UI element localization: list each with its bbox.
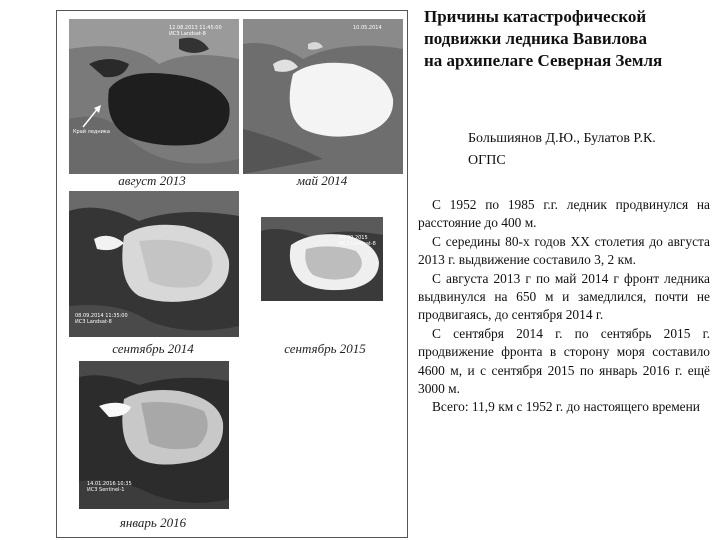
authors-block — [468, 128, 656, 172]
title-line-2: подвижки ледника Вавилова — [424, 29, 647, 48]
caption-sep-2015: сентябрь 2015 — [284, 341, 366, 356]
title-line-3: на архипелаге Северная Земля — [424, 51, 663, 70]
caption-sep-2014: сентябрь 2014 — [112, 341, 194, 356]
caption-jan-2016: январь 2016 — [119, 515, 187, 530]
page-title — [424, 6, 714, 72]
caption-may-2014: май 2014 — [296, 173, 348, 188]
satellite-image-sep-2015 — [261, 217, 383, 301]
overlay-may2014-date: 10.05.2014 — [353, 25, 382, 31]
overlay-sep2014-sat: ИСЗ Landsat-8 — [75, 319, 112, 325]
overlay-sep2014-date: 08.09.2014 11:35:00 — [75, 313, 128, 319]
body-paragraph: С сентября 2014 г. по сентябрь 2015 г. продвижение фронта в сторону моря составило 4600 м, и с сентября 2015 по январь 2016 г. ещё 3000 м. — [418, 325, 710, 397]
body-text — [418, 196, 710, 417]
glacier-edge-arrow — [81, 103, 105, 129]
caption-aug-2013: август 2013 — [118, 173, 186, 188]
overlay-sep2015-sat: ИСЗ Landsat-8 — [339, 241, 376, 247]
overlay-aug2013-arrow-label: Край ледника — [73, 129, 110, 135]
satellite-image-may-2014 — [243, 19, 403, 174]
satellite-figure — [56, 10, 408, 538]
author-names: Большиянов Д.Ю., Булатов Р.К. — [468, 131, 656, 146]
body-paragraph: Всего: 11,9 км с 1952 г. до настоящего времени — [432, 399, 700, 415]
body-paragraph: С 1952 по 1985 г.г. ледник продвинулся на расстояние до 400 м. — [418, 197, 710, 231]
overlay-jan2016-sat: ИСЗ Sentinel-1 — [87, 487, 125, 493]
overlay-sep2015-date: 04.09.2015 — [339, 235, 368, 241]
body-paragraph: С августа 2013 г по май 2014 г фронт ледника выдвинулся на 650 м и замедлился, почти не продвигаясь, до сентября 2014 г. — [418, 270, 710, 323]
body-paragraph: С середины 80-х годов ХХ столетия до августа 2013 г. выдвижение составило 3, 2 км. — [418, 233, 710, 268]
overlay-aug2013-date: 12.08.2013 11:45:00 — [169, 25, 222, 31]
overlay-aug2013-sat: ИСЗ Landsat-8 — [169, 31, 206, 37]
overlay-jan2016-date: 14.01.2016 10:35 — [87, 481, 132, 487]
satellite-image-aug-2013 — [69, 19, 239, 174]
author-org: ОГПС — [468, 153, 506, 168]
title-line-1: Причины катастрофической — [424, 7, 647, 26]
